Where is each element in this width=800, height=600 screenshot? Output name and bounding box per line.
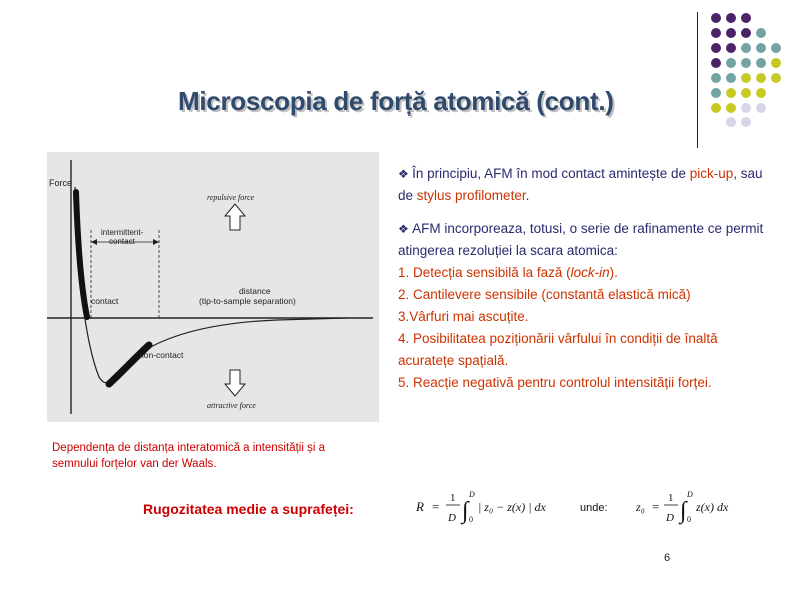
decorative-dot [711,103,721,113]
decorative-dot [711,73,721,83]
decorative-dot [741,103,751,113]
list-item-1: 1. Detecția sensibilă la fază (lock-in). [398,265,618,280]
diamond-bullet-icon: ❖ [398,167,413,181]
figure-caption: Dependența de distanța interatomică a intensității și a semnului forțelor van der Waals. [52,442,325,470]
svg-text:z₀: z₀ [636,500,645,514]
list-item-5: 5. Reacție negativă pentru controlul intensității forței. [398,375,712,390]
decorative-dot [741,88,751,98]
svg-text:=: = [432,499,440,514]
decorative-dot [711,58,721,68]
slide-title: Microscopia de forță atomică (cont.) [178,86,614,116]
svg-text:R: R [416,499,424,514]
bullet-2: ❖ AFM incorporeaza, totusi, o serie de rafinamente ce permit atingerea rezoluției la scara atomica: [398,221,764,258]
svg-text:0: 0 [687,515,691,524]
attractive-arrow-icon [225,370,245,396]
decorative-dot [711,88,721,98]
svg-text:=: = [652,499,660,514]
svg-text:D: D [448,512,456,524]
decorative-dot [726,88,736,98]
unde-label: unde: [580,502,608,514]
integrand-1: | z₀ − z(x) | dx [478,500,546,514]
force-axis-label: Force [49,178,73,188]
decorative-vertical-line [697,12,698,148]
intermittent-label-2: contact [109,237,135,246]
decorative-dot [771,58,781,68]
decorative-dot [726,58,736,68]
svg-text:D: D [469,490,475,499]
list-item-2: 2. Cantilevere sensibile (constantă elastică mică) [398,287,691,302]
force-curve [75,187,347,383]
decorative-dot [771,43,781,53]
decorative-dot [726,73,736,83]
svg-text:D: D [666,512,674,524]
decorative-dot [756,73,766,83]
pickup-highlight: pick-up [689,166,734,181]
svg-text:0: 0 [469,515,473,524]
noncontact-label: non-contact [139,350,184,360]
distance-label-2: (tip-to-sample separation) [199,296,296,306]
decorative-dot [711,43,721,53]
decorative-dot [756,43,766,53]
integrand-2: z(x) dx [696,500,729,514]
force-curve-graph [47,152,379,422]
roughness-formula [408,484,758,534]
distance-label-1: distance [239,286,271,296]
decorative-dot [726,13,736,23]
svg-text:D: D [687,490,693,499]
repulsive-arrow-icon [225,204,245,230]
repulsive-label: repulsive force [207,193,255,202]
decorative-dot [741,28,751,38]
diamond-bullet-icon: ❖ [398,222,413,236]
intermittent-label-1: intermittent- [101,228,144,237]
stylus-highlight: stylus profilometer [416,188,526,203]
force-distance-figure [47,152,379,422]
decorative-dot [741,58,751,68]
decorative-dot [771,73,781,83]
integral-icon: ∫ [680,498,687,524]
contact-label: contact [91,296,119,306]
bullet-1: ❖ În principiu, AFM în mod contact amintește de pick-up, sau de stylus profilometer. [398,166,763,203]
decorative-dot [711,13,721,23]
roughness-label: Rugozitatea medie a suprafeței: [143,501,354,517]
decorative-dot [756,28,766,38]
integral-icon: ∫ [462,498,469,524]
decorative-dot [726,103,736,113]
decorative-dot-grid [0,0,800,140]
bullet-list [398,163,773,394]
list-item-4: 4. Posibilitatea poziționării vârfului în condiții de înaltă acuratețe spațială. [398,331,718,368]
contact-region-line [76,192,87,317]
page-number: 6 [664,552,671,564]
decorative-dot [741,117,751,127]
attractive-label: attractive force [207,401,256,410]
decorative-dot [741,43,751,53]
svg-text:1: 1 [450,492,456,504]
decorative-dot [741,13,751,23]
decorative-dot [711,28,721,38]
decorative-dot [756,88,766,98]
decorative-dot [756,103,766,113]
decorative-dot [726,28,736,38]
svg-text:1: 1 [668,492,674,504]
decorative-dot [726,43,736,53]
list-item-3: 3.Vârfuri mai ascuțite. [398,309,529,324]
decorative-dot [741,73,751,83]
decorative-dot [756,58,766,68]
decorative-dot [726,117,736,127]
